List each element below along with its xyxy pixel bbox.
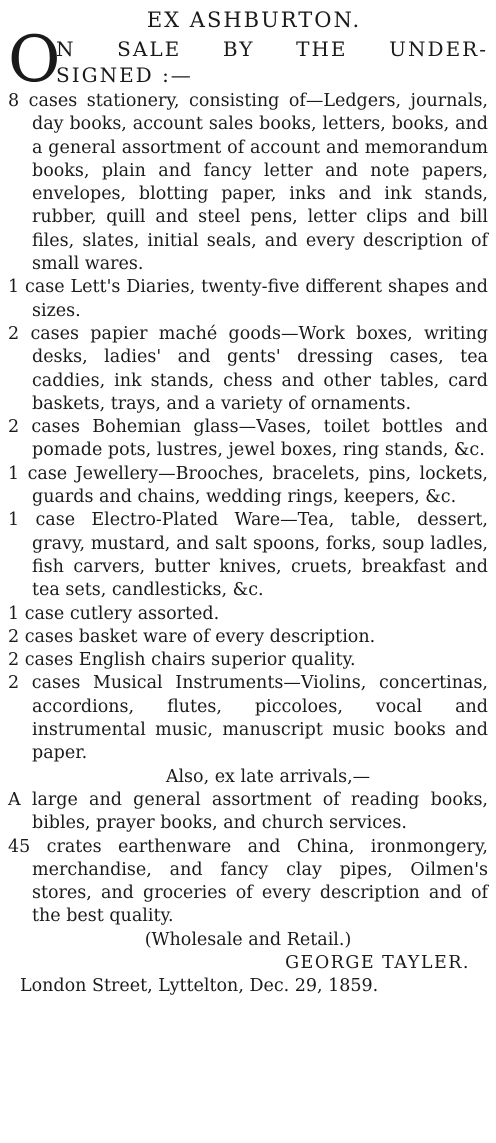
drop-cap: O — [8, 23, 61, 97]
late-arrivals-list — [8, 789, 488, 929]
goods-item: 2 cases Bohemian glass—Vases, toilet bottles and pomade pots, lustres, jewel boxes, ring stands, &c. — [8, 417, 488, 461]
opening-line-1 — [56, 36, 488, 62]
goods-item: 45 crates earthenware and China, ironmongery, merchandise, and fancy clay pipes, Oilmen's stores, and groceries of every description and of the best quality. — [8, 836, 488, 927]
goods-item: 2 cases basket ware of every description. — [8, 626, 376, 647]
signer-name: GEORGE TAYLER. — [285, 952, 470, 973]
goods-item: 8 cases stationery, consisting of—Ledgers, journals, day books, account sales books, letters, books, and a general assortment of account and memorandum books, plain and fancy letter and note papers, envelopes, blotting paper, inks and ink stands, rubber, quill and steel pens, letter clips and bill files, slates, initial seals, and every description of small wares. — [8, 91, 488, 275]
opening-word: THE — [296, 37, 348, 61]
opening-line-2: SIGNED :— — [56, 63, 193, 87]
opening-word: BY — [222, 37, 255, 61]
also-line: Also, ex late arrivals,— — [165, 766, 371, 787]
goods-item: 1 case cutlery assorted. — [8, 603, 220, 624]
advertisement-heading: EX ASHBURTON. — [146, 8, 362, 32]
address-date: London Street, Lyttelton, Dec. 29, 1859. — [20, 976, 379, 997]
goods-item: 1 case Jewellery—Brooches, bracelets, pins, lockets, guards and chains, wedding rings, keepers, &c. — [8, 463, 488, 508]
goods-item: 1 case Lett's Diaries, twenty-five different shapes and sizes. — [8, 277, 488, 321]
goods-item: 2 cases papier maché goods—Work boxes, writing desks, ladies' and gents' dressing cases, tea caddies, ink stands, chess and other tables, card baskets, trays, and a variety of ornaments. — [8, 323, 488, 414]
goods-item: 1 case Electro-Plated Ware—Tea, table, dessert, gravy, mustard, and salt spoons, forks, soup ladles, fish carvers, butter knives, cruets, breakfast and tea sets, candlesticks, &c. — [8, 510, 488, 601]
opening-word: UNDER- — [389, 37, 488, 61]
goods-list — [8, 90, 488, 766]
sale-terms: (Wholesale and Retail.) — [144, 929, 352, 950]
opening-word: N — [56, 37, 76, 61]
goods-item: 2 cases English chairs superior quality. — [8, 650, 356, 671]
opening-word: SALE — [117, 37, 182, 61]
goods-item: A large and general assortment of reading books, bibles, prayer books, and church services. — [8, 789, 488, 834]
opening-statement — [8, 23, 488, 97]
goods-item: 2 cases Musical Instruments—Violins, concertinas, accordions, flutes, piccoloes, vocal and instrumental music, manuscript music books and paper. — [8, 673, 488, 764]
